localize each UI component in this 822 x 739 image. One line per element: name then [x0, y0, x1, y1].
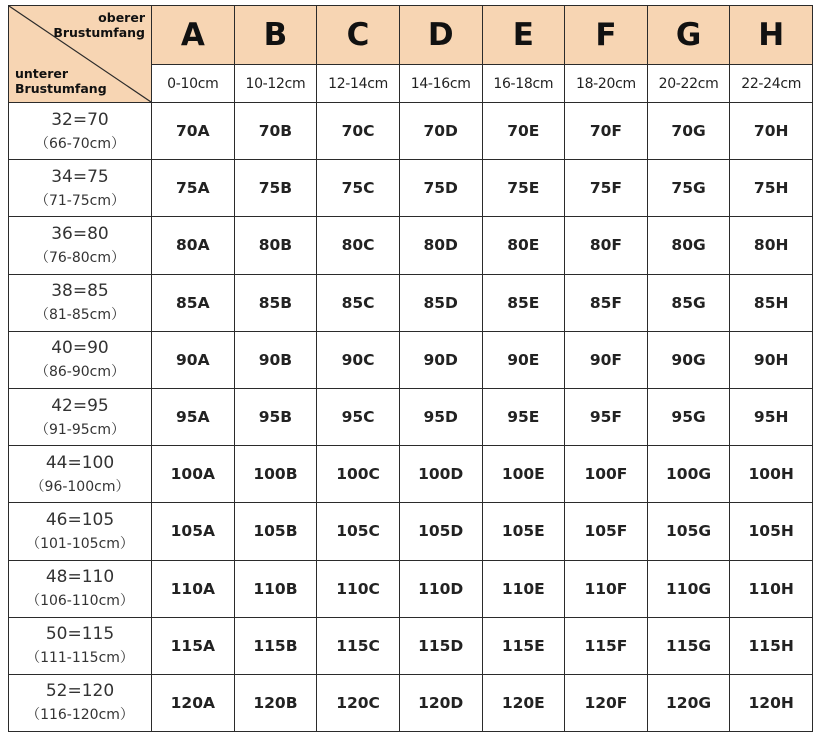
upper-bust-label-line1: oberer — [98, 10, 145, 25]
band-size-cell — [9, 274, 152, 331]
band-size-value: 36=80 — [51, 223, 109, 244]
size-cell: 120D — [399, 674, 482, 731]
band-size-range: （96-100cm） — [30, 478, 130, 495]
size-cell: 110H — [730, 560, 813, 617]
cup-letter-b: B — [234, 6, 317, 65]
size-cell: 105D — [399, 503, 482, 560]
cup-range-b: 10-12cm — [234, 65, 317, 103]
band-size-value: 42=95 — [51, 395, 109, 416]
cup-range-e: 16-18cm — [482, 65, 565, 103]
size-cell: 105A — [152, 503, 235, 560]
size-cell: 100A — [152, 446, 235, 503]
band-size-value: 34=75 — [51, 166, 109, 187]
cup-letter-e: E — [482, 6, 565, 65]
size-cell: 95H — [730, 388, 813, 445]
size-row — [9, 331, 813, 388]
band-size-cell — [9, 331, 152, 388]
size-cell: 105C — [317, 503, 400, 560]
band-size-cell — [9, 674, 152, 731]
size-cell: 115F — [565, 617, 648, 674]
size-row — [9, 446, 813, 503]
band-size-range: （66-70cm） — [34, 135, 125, 152]
size-cell: 70E — [482, 103, 565, 160]
size-cell: 120F — [565, 674, 648, 731]
band-size-value: 32=70 — [51, 109, 109, 130]
size-cell: 100E — [482, 446, 565, 503]
size-cell: 75E — [482, 160, 565, 217]
size-cell: 85D — [399, 274, 482, 331]
cup-range-h: 22-24cm — [730, 65, 813, 103]
size-cell: 85E — [482, 274, 565, 331]
size-cell: 90H — [730, 331, 813, 388]
size-cell: 95C — [317, 388, 400, 445]
size-row — [9, 388, 813, 445]
size-row — [9, 274, 813, 331]
size-cell: 90E — [482, 331, 565, 388]
cup-letter-d: D — [399, 6, 482, 65]
size-cell: 85H — [730, 274, 813, 331]
band-size-range: （111-115cm） — [26, 650, 134, 667]
under-bust-label-line2: Brustumfang — [15, 81, 107, 96]
band-size-range: （91-95cm） — [34, 421, 125, 438]
size-cell: 95A — [152, 388, 235, 445]
corner-header-cell — [9, 6, 152, 103]
size-row — [9, 674, 813, 731]
size-cell: 85B — [234, 274, 317, 331]
cup-range-c: 12-14cm — [317, 65, 400, 103]
size-row — [9, 103, 813, 160]
size-cell: 115E — [482, 617, 565, 674]
size-cell: 110G — [647, 560, 730, 617]
size-cell: 70B — [234, 103, 317, 160]
size-cell: 120G — [647, 674, 730, 731]
size-cell: 120C — [317, 674, 400, 731]
size-cell: 75C — [317, 160, 400, 217]
size-cell: 85F — [565, 274, 648, 331]
size-cell: 85C — [317, 274, 400, 331]
band-size-range: （81-85cm） — [34, 307, 125, 324]
size-cell: 85G — [647, 274, 730, 331]
size-cell: 80E — [482, 217, 565, 274]
size-cell: 80H — [730, 217, 813, 274]
band-size-range: （106-110cm） — [26, 593, 134, 610]
size-cell: 120B — [234, 674, 317, 731]
size-cell: 115G — [647, 617, 730, 674]
size-cell: 110C — [317, 560, 400, 617]
size-cell: 95G — [647, 388, 730, 445]
band-size-value: 38=85 — [51, 281, 109, 302]
band-size-range: （116-120cm） — [26, 707, 134, 724]
size-cell: 105H — [730, 503, 813, 560]
size-cell: 100D — [399, 446, 482, 503]
band-size-cell — [9, 388, 152, 445]
size-cell: 105E — [482, 503, 565, 560]
cup-letter-f: F — [565, 6, 648, 65]
size-cell: 90F — [565, 331, 648, 388]
band-size-cell — [9, 446, 152, 503]
size-cell: 90B — [234, 331, 317, 388]
band-size-cell — [9, 617, 152, 674]
band-size-cell — [9, 503, 152, 560]
size-cell: 115A — [152, 617, 235, 674]
size-cell: 110E — [482, 560, 565, 617]
band-size-value: 46=105 — [45, 509, 115, 530]
size-cell: 110A — [152, 560, 235, 617]
size-cell: 80A — [152, 217, 235, 274]
band-size-value: 44=100 — [45, 452, 115, 473]
size-cell: 70F — [565, 103, 648, 160]
size-cell: 80D — [399, 217, 482, 274]
size-cell: 100B — [234, 446, 317, 503]
size-cell: 120E — [482, 674, 565, 731]
size-cell: 100F — [565, 446, 648, 503]
band-size-value: 50=115 — [45, 624, 115, 645]
size-cell: 95B — [234, 388, 317, 445]
size-cell: 75B — [234, 160, 317, 217]
band-size-cell — [9, 103, 152, 160]
size-cell: 105B — [234, 503, 317, 560]
cup-range-g: 20-22cm — [647, 65, 730, 103]
size-cell: 115H — [730, 617, 813, 674]
bra-size-chart — [8, 5, 813, 732]
size-cell: 100G — [647, 446, 730, 503]
cup-range-f: 18-20cm — [565, 65, 648, 103]
band-size-range: （76-80cm） — [34, 249, 125, 266]
band-size-range: （71-75cm） — [34, 192, 125, 209]
size-cell: 90A — [152, 331, 235, 388]
size-cell: 80G — [647, 217, 730, 274]
size-cell: 75G — [647, 160, 730, 217]
cup-range-a: 0-10cm — [152, 65, 235, 103]
size-cell: 80F — [565, 217, 648, 274]
band-size-cell — [9, 160, 152, 217]
band-size-value: 40=90 — [51, 338, 109, 359]
size-cell: 75D — [399, 160, 482, 217]
size-cell: 90G — [647, 331, 730, 388]
size-row — [9, 160, 813, 217]
size-row — [9, 617, 813, 674]
size-cell: 120A — [152, 674, 235, 731]
band-size-value: 52=120 — [45, 681, 115, 702]
band-size-cell — [9, 560, 152, 617]
size-cell: 105F — [565, 503, 648, 560]
size-cell: 110B — [234, 560, 317, 617]
cup-letter-a: A — [152, 6, 235, 65]
size-cell: 120H — [730, 674, 813, 731]
upper-bust-label-line2: Brustumfang — [53, 25, 145, 40]
size-row — [9, 503, 813, 560]
size-cell: 95D — [399, 388, 482, 445]
size-row — [9, 560, 813, 617]
cup-letter-row — [9, 6, 813, 65]
size-cell: 85A — [152, 274, 235, 331]
size-cell: 70A — [152, 103, 235, 160]
size-cell: 100H — [730, 446, 813, 503]
size-cell: 110F — [565, 560, 648, 617]
size-cell: 80B — [234, 217, 317, 274]
band-size-range: （101-105cm） — [26, 535, 134, 552]
band-size-value: 48=110 — [45, 567, 115, 588]
band-size-range: （86-90cm） — [34, 364, 125, 381]
size-cell: 115D — [399, 617, 482, 674]
size-cell: 75H — [730, 160, 813, 217]
cup-letter-c: C — [317, 6, 400, 65]
size-cell: 115B — [234, 617, 317, 674]
under-bust-label-line1: unterer — [15, 66, 69, 81]
size-cell: 105G — [647, 503, 730, 560]
size-cell: 95F — [565, 388, 648, 445]
size-cell: 115C — [317, 617, 400, 674]
size-cell: 75F — [565, 160, 648, 217]
size-cell: 95E — [482, 388, 565, 445]
size-cell: 70H — [730, 103, 813, 160]
size-row — [9, 217, 813, 274]
cup-letter-h: H — [730, 6, 813, 65]
size-cell: 110D — [399, 560, 482, 617]
size-cell: 70D — [399, 103, 482, 160]
upper-bust-label — [53, 10, 145, 40]
under-bust-label — [15, 66, 107, 96]
band-size-cell — [9, 217, 152, 274]
cup-range-d: 14-16cm — [399, 65, 482, 103]
cup-letter-g: G — [647, 6, 730, 65]
size-cell: 100C — [317, 446, 400, 503]
size-cell: 70C — [317, 103, 400, 160]
size-cell: 70G — [647, 103, 730, 160]
size-cell: 90C — [317, 331, 400, 388]
size-cell: 75A — [152, 160, 235, 217]
size-cell: 90D — [399, 331, 482, 388]
size-cell: 80C — [317, 217, 400, 274]
